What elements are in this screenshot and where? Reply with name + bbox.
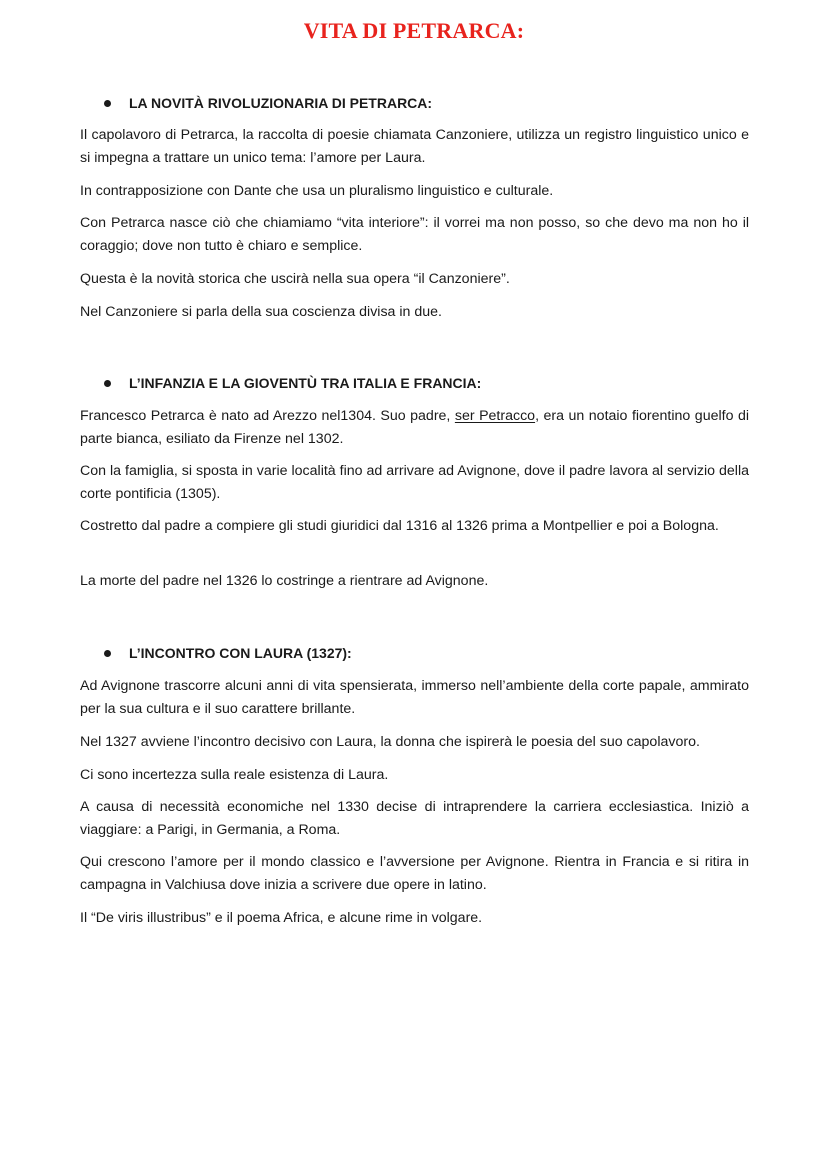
paragraph: Nel 1327 avviene l’incontro decisivo con Laura, la donna che ispirerà le poesia del suo capolavoro. — [80, 734, 700, 750]
bullet-icon — [104, 650, 111, 657]
paragraph: In contrapposizione con Dante che usa un pluralismo linguistico e culturale. — [80, 183, 554, 199]
paragraph-text: , era un notaio fiorentino guelfo di parte bianca, esiliato da Firenze nel 1302. — [80, 408, 749, 447]
section-heading — [104, 95, 432, 111]
paragraph-text: Francesco Petrarca è nato ad Arezzo nel1304. Suo padre, — [80, 408, 451, 424]
paragraph: Ad Avignone trascorre alcuni anni di vita spensierata, immerso nell’ambiente della corte papale, ammirato per la sua cultura e il suo carattere brillante. — [80, 678, 749, 717]
paragraph: Il “De viris illustribus” e il poema Africa, e alcune rime in volgare. — [80, 910, 483, 926]
paragraph: La morte del padre nel 1326 lo costringe a rientrare ad Avignone. — [80, 573, 489, 589]
underlined-name: ser Petracco — [454, 408, 536, 424]
paragraph: A causa di necessità economiche nel 1330 decise di intraprendere la carriera ecclesiastica. Iniziò a viaggiare: a Parigi, in Germania, a Roma. — [80, 799, 749, 838]
paragraph: Qui crescono l’amore per il mondo classico e l’avversione per Avignone. Rientra in Francia e si ritira in campagna in Valchiusa dove inizia a scrivere due opere in latino. — [80, 854, 749, 893]
section-heading-text: L’INCONTRO CON LAURA (1327): — [129, 645, 352, 661]
paragraph: Con la famiglia, si sposta in varie località fino ad arrivare ad Avignone, dove il padre lavora al servizio della corte pontificia (1305). — [80, 463, 749, 502]
paragraph — [80, 405, 749, 451]
bullet-icon — [104, 100, 111, 107]
paragraph: Con Petrarca nasce ciò che chiamiamo “vita interiore”: il vorrei ma non posso, so che devo ma non ho il coraggio; dove non tutto è chiaro e semplice. — [80, 215, 749, 254]
section-heading-text: L’INFANZIA E LA GIOVENTÙ TRA ITALIA E FRANCIA: — [129, 375, 482, 391]
section-heading — [104, 375, 481, 391]
page-title: VITA DI PETRARCA: — [303, 18, 525, 43]
paragraph: Questa è la novità storica che uscirà nella sua opera “il Canzoniere”. — [80, 271, 510, 287]
paragraph: Ci sono incertezza sulla reale esistenza di Laura. — [80, 767, 389, 783]
paragraph: Il capolavoro di Petrarca, la raccolta di poesie chiamata Canzoniere, utilizza un registro linguistico unico e si impegna a trattare un unico tema: l’amore per Laura. — [80, 127, 749, 166]
section-heading — [104, 645, 352, 661]
paragraph: Nel Canzoniere si parla della sua coscienza divisa in due. — [80, 304, 442, 320]
section-heading-text: LA NOVITÀ RIVOLUZIONARIA DI PETRARCA: — [129, 95, 433, 111]
bullet-icon — [104, 380, 111, 387]
paragraph: Costretto dal padre a compiere gli studi giuridici dal 1316 al 1326 prima a Montpellier e poi a Bologna. — [80, 518, 719, 534]
